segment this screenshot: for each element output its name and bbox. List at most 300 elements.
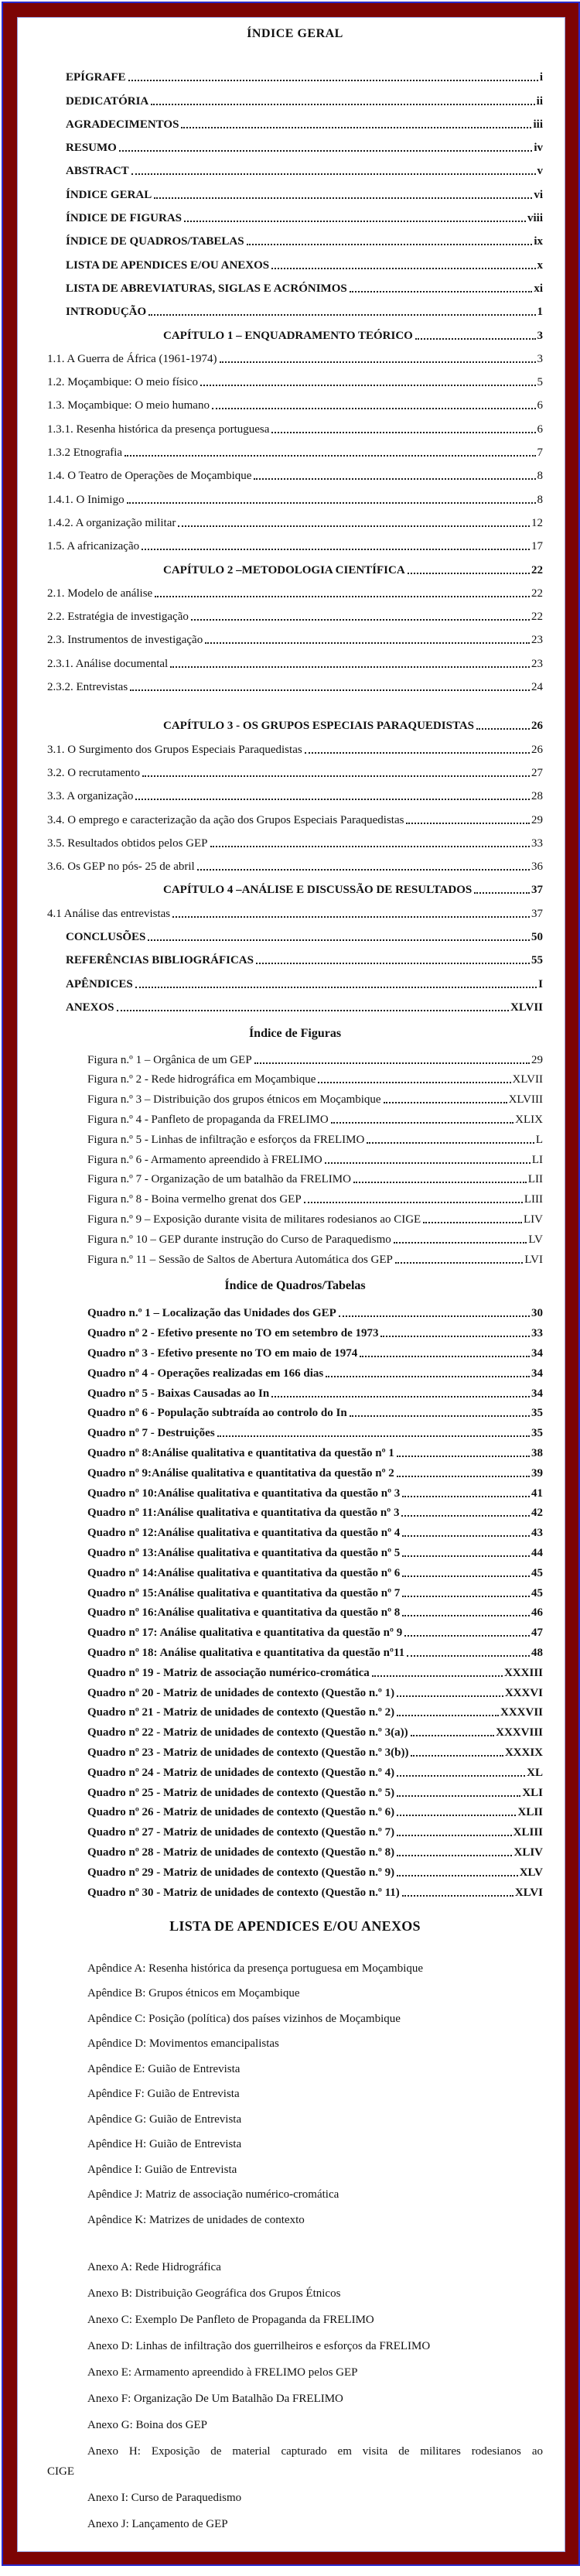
page-number: 26 bbox=[531, 720, 543, 733]
figure-entry-label: Figura n.º 3 – Distribuição dos grupos étnicos em Moçambique bbox=[87, 1093, 381, 1107]
page-number: 33 bbox=[531, 836, 543, 850]
table-entry bbox=[47, 1819, 543, 1839]
dot-leader bbox=[415, 338, 536, 340]
page-number: XLI bbox=[522, 1786, 543, 1799]
dot-leader bbox=[397, 1875, 518, 1876]
toc-entry-label: CAPÍTULO 2 –METODOLOGIA CIENTÍFICA bbox=[163, 563, 405, 576]
table-entry-label: Quadro nº 19 - Matriz de associação numérico-cromática bbox=[87, 1666, 370, 1679]
annex-item: Anexo D: Linhas de infiltração dos guerrilheiros e esforços da FRELIMO bbox=[87, 2340, 431, 2353]
toc-entry bbox=[47, 389, 543, 412]
toc-entry-label: INTRODUÇÃO bbox=[66, 306, 147, 319]
figure-entry bbox=[47, 1067, 543, 1087]
page-number: 43 bbox=[531, 1527, 543, 1540]
figure-entry bbox=[47, 1107, 543, 1127]
toc-entry-label: 1.3. Moçambique: O meio humano bbox=[47, 399, 210, 412]
page-number: 23 bbox=[531, 634, 543, 647]
toc-entry-label: 3.1. O Surgimento dos Grupos Especiais Paraquedistas bbox=[47, 743, 302, 756]
table-entry bbox=[47, 1560, 543, 1580]
table-entry-label: Quadro nº 29 - Matriz de unidades de contexto (Questão n.º 9) bbox=[87, 1866, 395, 1879]
toc-entry bbox=[47, 412, 543, 436]
dot-leader bbox=[318, 1082, 510, 1083]
page-number: 50 bbox=[531, 930, 543, 943]
dot-leader bbox=[423, 1222, 522, 1223]
toc-entry-label: 1.4.1. O Inimigo bbox=[47, 493, 125, 506]
figure-entry bbox=[47, 1186, 543, 1206]
page-number: i bbox=[539, 71, 543, 84]
page-number: 22 bbox=[531, 611, 543, 624]
table-entry bbox=[47, 1859, 543, 1880]
dot-leader bbox=[128, 80, 538, 81]
dot-leader bbox=[210, 846, 530, 847]
dot-leader bbox=[474, 892, 530, 894]
toc-entry bbox=[47, 202, 543, 225]
table-entry bbox=[47, 1680, 543, 1700]
annex-item: Anexo J: Lançamento de GEP bbox=[87, 2518, 228, 2531]
dot-leader bbox=[407, 1655, 530, 1657]
figure-entry bbox=[47, 1206, 543, 1226]
dot-leader bbox=[404, 1635, 530, 1637]
toc-entry-label: LISTA DE APENDICES E/OU ANEXOS bbox=[66, 258, 270, 272]
figure-entry bbox=[47, 1086, 543, 1107]
dot-leader bbox=[117, 1010, 510, 1011]
dot-leader bbox=[395, 1262, 523, 1264]
document-page bbox=[17, 17, 565, 2552]
dot-leader bbox=[402, 1615, 530, 1616]
table-entry-label: Quadro nº 16:Análise qualitativa e quantitativa da questão nº 8 bbox=[87, 1606, 401, 1620]
page-number: 55 bbox=[531, 954, 543, 967]
page-number: I bbox=[538, 977, 543, 990]
table-entry bbox=[47, 1380, 543, 1401]
dot-leader bbox=[402, 1575, 530, 1577]
table-entry bbox=[47, 1580, 543, 1600]
table-entry-label: Quadro nº 11:Análise qualitativa e quantitativa da questão nº 3 bbox=[87, 1507, 400, 1520]
table-entry-label: Quadro nº 4 - Operações realizadas em 166 dias bbox=[87, 1367, 324, 1380]
page-number: ii bbox=[536, 94, 543, 108]
figure-entry-label: Figura n.º 2 - Rede hidrográfica em Moçambique bbox=[87, 1073, 316, 1086]
tables-index bbox=[47, 1301, 543, 1900]
appendix-item: Apêndice D: Movimentos emancipalistas bbox=[87, 2037, 279, 2051]
page-number: 28 bbox=[531, 790, 543, 803]
table-entry-label: Quadro nº 2 - Efetivo presente no TO em setembro de 1973 bbox=[87, 1327, 379, 1340]
table-entry-label: Quadro nº 13:Análise qualitativa e quantitativa da questão nº 5 bbox=[87, 1547, 401, 1559]
toc-entry-label: 1.2. Moçambique: O meio físico bbox=[47, 376, 198, 389]
dot-leader bbox=[172, 916, 530, 918]
toc-entry-label: 1.3.1. Resenha histórica da presença portuguesa bbox=[47, 422, 270, 436]
dot-leader bbox=[408, 573, 530, 574]
dot-leader bbox=[254, 478, 535, 480]
page-number: XLII bbox=[517, 1806, 543, 1819]
toc-entry bbox=[47, 553, 543, 576]
table-entry bbox=[47, 1839, 543, 1859]
table-entry bbox=[47, 1520, 543, 1540]
annex-item: Anexo C: Exemplo De Panfleto de Propaganda da FRELIMO bbox=[87, 2314, 374, 2327]
table-entry-label: Quadro nº 14:Análise qualitativa e quantitativa da questão nº 6 bbox=[87, 1566, 401, 1579]
annex-item: Anexo A: Rede Hidrográfica bbox=[87, 2261, 221, 2274]
page-number: 7 bbox=[537, 446, 543, 460]
page-number: XLIX bbox=[515, 1114, 543, 1127]
dot-leader bbox=[380, 1336, 530, 1337]
toc-entry-label: 3.6. Os GEP no pós- 25 de abril bbox=[47, 860, 195, 874]
dot-leader bbox=[184, 221, 526, 222]
table-entry-label: Quadro nº 8:Análise qualitativa e quantitativa da questão nº 1 bbox=[87, 1447, 394, 1460]
page-number: 34 bbox=[531, 1387, 543, 1400]
page-number: 37 bbox=[531, 907, 543, 920]
page-number: viii bbox=[527, 212, 543, 225]
toc-entry-label: CONCLUSÕES bbox=[66, 930, 146, 943]
table-entry-label: Quadro nº 21 - Matriz de unidades de contexto (Questão n.º 2) bbox=[87, 1706, 395, 1719]
dot-leader bbox=[402, 1535, 530, 1537]
figure-entry-label: Figura n.º 6 - Armamento apreendido à FRELIMO bbox=[87, 1153, 322, 1166]
table-entry bbox=[47, 1600, 543, 1620]
page-number: xi bbox=[534, 282, 543, 295]
toc-entry bbox=[47, 850, 543, 874]
toc-entry-label: APÊNDICES bbox=[66, 977, 133, 990]
page-number: 39 bbox=[531, 1466, 543, 1480]
toc-entry-label: 2.3. Instrumentos de investigação bbox=[47, 634, 203, 647]
page-number: XXXIX bbox=[504, 1746, 543, 1759]
toc-entry-label: RESUMO bbox=[66, 142, 117, 155]
toc-entry bbox=[47, 624, 543, 647]
appendix-item: Apêndice H: Guião de Entrevista bbox=[87, 2138, 242, 2151]
toc-entry bbox=[47, 436, 543, 460]
page-number: 6 bbox=[537, 422, 543, 436]
page-number: L bbox=[535, 1133, 543, 1146]
page-number: vi bbox=[534, 188, 543, 201]
toc-entry-label: 3.2. O recrutamento bbox=[47, 766, 140, 779]
figure-entry bbox=[47, 1247, 543, 1267]
page-number: 3 bbox=[537, 329, 543, 342]
dot-leader bbox=[217, 1435, 530, 1437]
table-entry bbox=[47, 1480, 543, 1500]
dot-leader bbox=[401, 1515, 530, 1517]
page-number: 17 bbox=[531, 540, 543, 553]
page-number: 44 bbox=[531, 1547, 543, 1559]
appendix-item: Apêndice G: Guião de Entrevista bbox=[87, 2112, 242, 2126]
toc-entry bbox=[47, 84, 543, 108]
toc-entry-label: ÍNDICE GERAL bbox=[66, 188, 152, 201]
dot-leader bbox=[394, 1242, 527, 1244]
toc-entry-label: CAPÍTULO 4 –ANÁLISE E DISCUSSÃO DE RESULTADOS bbox=[163, 884, 473, 897]
dot-leader bbox=[360, 1356, 530, 1357]
appendix-item: Apêndice K: Matrizes de unidades de contexto bbox=[87, 2213, 305, 2226]
page-number: LV bbox=[528, 1233, 543, 1246]
figure-entry-label: Figura n.º 1 – Orgânica de um GEP bbox=[87, 1053, 252, 1066]
figures-index-heading: Índice de Figuras bbox=[248, 1026, 342, 1040]
page-number: 35 bbox=[531, 1407, 543, 1420]
page-number: XL bbox=[527, 1766, 543, 1779]
toc-entry-label: 2.2. Estratégia de investigação bbox=[47, 611, 189, 624]
dot-leader bbox=[154, 197, 532, 199]
dot-leader bbox=[402, 1596, 530, 1597]
dot-leader bbox=[476, 728, 530, 730]
toc-entry bbox=[47, 319, 543, 342]
page-number: LVI bbox=[524, 1253, 543, 1266]
page-number: 23 bbox=[531, 657, 543, 670]
page-number: 6 bbox=[537, 399, 543, 412]
table-entry-label: Quadro nº 23 - Matriz de unidades de contexto (Questão n.º 3(b)) bbox=[87, 1746, 409, 1759]
page-number: 36 bbox=[531, 860, 543, 874]
page-title: ÍNDICE GERAL bbox=[247, 27, 343, 40]
table-entry-label: Quadro nº 15:Análise qualitativa e quantitativa da questão nº 7 bbox=[87, 1586, 401, 1599]
page-number: 26 bbox=[531, 743, 543, 756]
toc-entry-label: 3.3. A organização bbox=[47, 790, 134, 803]
dot-leader bbox=[247, 244, 533, 245]
toc-entry bbox=[47, 108, 543, 132]
dot-leader bbox=[397, 1715, 499, 1716]
table-entry-label: Quadro nº 5 - Baixas Causadas ao In bbox=[87, 1387, 270, 1400]
appendices-list bbox=[47, 1956, 543, 2233]
toc-entry-label: CAPÍTULO 3 - OS GRUPOS ESPECIAIS PARAQUEDISTAS bbox=[163, 720, 475, 733]
dot-leader bbox=[325, 1162, 531, 1164]
dot-leader bbox=[350, 1415, 530, 1417]
toc-entry bbox=[47, 483, 543, 506]
dot-leader bbox=[125, 455, 535, 457]
toc-entry bbox=[47, 874, 543, 897]
dot-leader bbox=[411, 1735, 495, 1736]
figures-index bbox=[47, 1047, 543, 1267]
table-entry bbox=[47, 1360, 543, 1380]
appendix-item: Apêndice C: Posição (política) dos países vizinhos de Moçambique bbox=[87, 2012, 401, 2025]
page-number: LIV bbox=[524, 1213, 543, 1226]
table-entry bbox=[47, 1640, 543, 1660]
appendix-item: Apêndice J: Matriz de associação numérico-cromática bbox=[87, 2188, 339, 2201]
toc-entry-label: ABSTRACT bbox=[66, 165, 129, 178]
table-entry bbox=[47, 1460, 543, 1480]
table-entry-label: Quadro nº 6 - População subtraída ao controlo do In bbox=[87, 1407, 347, 1420]
table-entry bbox=[47, 1320, 543, 1340]
table-entry-label: Quadro nº 30 - Matriz de unidades de contexto (Questão n.º 11) bbox=[87, 1886, 400, 1899]
page-number: 29 bbox=[531, 813, 543, 826]
table-entry bbox=[47, 1540, 543, 1560]
page-number: XXXVIII bbox=[496, 1726, 543, 1740]
toc-entry-label: 1.4.2. A organização militar bbox=[47, 516, 176, 529]
dot-leader bbox=[397, 1835, 512, 1836]
annex-item: Anexo B: Distribuição Geográfica dos Grupos Étnicos bbox=[87, 2287, 341, 2301]
toc-entry bbox=[47, 366, 543, 389]
dot-leader bbox=[212, 408, 536, 409]
figure-entry-label: Figura n.º 5 - Linhas de infiltração e esforços da FRELIMO bbox=[87, 1133, 365, 1146]
toc-entry bbox=[47, 710, 543, 733]
page-number: XXXIII bbox=[503, 1666, 543, 1679]
table-entry bbox=[47, 1620, 543, 1640]
dot-leader bbox=[397, 1695, 503, 1697]
page-number: XLV bbox=[519, 1866, 543, 1879]
table-entry bbox=[47, 1740, 543, 1760]
dot-leader bbox=[397, 1476, 530, 1477]
toc-entry bbox=[47, 944, 543, 967]
toc-entry bbox=[47, 757, 543, 780]
dot-leader bbox=[205, 642, 530, 644]
appendix-item: Apêndice E: Guião de Entrevista bbox=[87, 2062, 241, 2075]
figure-entry bbox=[47, 1167, 543, 1187]
table-entry bbox=[47, 1700, 543, 1720]
table-entry-label: Quadro nº 18: Análise qualitativa e quantitativa da questão nº11 bbox=[87, 1646, 405, 1659]
toc-entry-label: 2.3.1. Análise documental bbox=[47, 657, 169, 670]
page-number: 34 bbox=[531, 1347, 543, 1360]
dot-leader bbox=[397, 1815, 516, 1816]
page-number: 22 bbox=[531, 563, 543, 576]
dot-leader bbox=[127, 502, 536, 504]
annex-item: Anexo G: Boina dos GEP bbox=[87, 2419, 207, 2432]
dot-leader bbox=[372, 1675, 503, 1677]
figure-entry-label: Figura n.º 10 – GEP durante instrução do Curso de Paraquedismo bbox=[87, 1233, 391, 1246]
page-number: LIII bbox=[524, 1193, 543, 1206]
page-number: ix bbox=[534, 235, 543, 248]
page-number: x bbox=[537, 258, 543, 272]
page-number: 34 bbox=[531, 1367, 543, 1380]
page-number: 29 bbox=[531, 1053, 543, 1066]
toc-entry-label: ANEXOS bbox=[66, 1001, 114, 1014]
dot-leader bbox=[119, 150, 532, 152]
page-number: XXXVII bbox=[500, 1706, 543, 1719]
annex-item: Anexo E: Armamento apreendido à FRELIMO pelos GEP bbox=[87, 2366, 358, 2379]
page-number: 1 bbox=[537, 306, 543, 319]
maroon-frame bbox=[2, 2, 580, 2566]
annex-item: Anexo H: Exposição de material capturado em visita de militares rodesianos ao CIGE bbox=[47, 2445, 543, 2479]
dot-leader bbox=[135, 987, 537, 988]
toc-entry-label: 1.1. A Guerra de África (1961-1974) bbox=[47, 352, 217, 365]
dot-leader bbox=[256, 963, 530, 964]
toc-entry bbox=[47, 671, 543, 694]
toc-entry bbox=[47, 577, 543, 600]
dot-leader bbox=[397, 1855, 512, 1856]
dot-leader bbox=[200, 385, 536, 386]
toc-entry bbox=[47, 225, 543, 248]
toc-entry-label: 4.1 Análise das entrevistas bbox=[47, 907, 171, 920]
toc-entry bbox=[47, 507, 543, 530]
toc-entry-label: 1.5. A africanização bbox=[47, 540, 140, 553]
toc-entry-label: DEDICATÓRIA bbox=[66, 94, 149, 108]
dot-leader bbox=[402, 1496, 530, 1497]
dot-leader bbox=[142, 549, 530, 550]
page-number: 35 bbox=[531, 1427, 543, 1440]
annexes-list bbox=[47, 2257, 543, 2534]
tables-index-heading: Índice de Quadros/Tabelas bbox=[224, 1278, 366, 1292]
appendix-item: Apêndice F: Guião de Entrevista bbox=[87, 2088, 240, 2101]
table-entry-label: Quadro nº 9:Análise qualitativa e quantitativa da questão nº 2 bbox=[87, 1466, 394, 1480]
toc-entry-label: ÍNDICE DE FIGURAS bbox=[66, 212, 183, 225]
toc-entry-label: REFERÊNCIAS BIBLIOGRÁFICAS bbox=[66, 954, 254, 967]
page-number: LI bbox=[531, 1153, 543, 1166]
page-number: 38 bbox=[531, 1447, 543, 1460]
toc-entry-label: CAPÍTULO 1 – ENQUADRAMENTO TEÓRICO bbox=[163, 329, 413, 342]
toc-entry-label: 2.1. Modelo de análise bbox=[47, 587, 153, 600]
dot-leader bbox=[402, 1895, 513, 1897]
page-number: 8 bbox=[537, 493, 543, 506]
table-entry-label: Quadro nº 25 - Matriz de unidades de contexto (Questão n.º 5) bbox=[87, 1786, 395, 1799]
figure-entry bbox=[47, 1226, 543, 1247]
page-number: XLIV bbox=[513, 1846, 543, 1859]
toc-entry-label: 3.5. Resultados obtidos pelos GEP bbox=[47, 836, 208, 850]
dot-leader bbox=[353, 1182, 527, 1183]
table-entry bbox=[47, 1500, 543, 1521]
toc-entry bbox=[47, 647, 543, 670]
page-number: 8 bbox=[537, 470, 543, 483]
page-number: 5 bbox=[537, 376, 543, 389]
table-entry-label: Quadro nº 27 - Matriz de unidades de contexto (Questão n.º 7) bbox=[87, 1826, 395, 1839]
toc-entry bbox=[47, 178, 543, 201]
appendix-item: Apêndice I: Guião de Entrevista bbox=[87, 2163, 237, 2176]
toc-entry-label: ÍNDICE DE QUADROS/TABELAS bbox=[66, 235, 244, 248]
table-entry bbox=[47, 1340, 543, 1360]
toc-entry bbox=[47, 991, 543, 1014]
page-number: iii bbox=[533, 118, 543, 131]
figure-entry bbox=[47, 1127, 543, 1147]
dot-leader bbox=[411, 1755, 503, 1757]
toc-entry bbox=[47, 296, 543, 319]
toc-entry bbox=[47, 827, 543, 850]
toc-entry bbox=[47, 780, 543, 803]
page-number: iv bbox=[534, 142, 543, 155]
dot-leader bbox=[305, 752, 530, 754]
toc-entry bbox=[47, 733, 543, 756]
toc-entry bbox=[47, 155, 543, 178]
page-number: LII bbox=[527, 1173, 543, 1186]
table-entry-label: Quadro nº 20 - Matriz de unidades de contexto (Questão n.º 1) bbox=[87, 1686, 395, 1699]
table-entry bbox=[47, 1760, 543, 1780]
dot-leader bbox=[148, 939, 530, 941]
toc-entry bbox=[47, 897, 543, 920]
page-number: 22 bbox=[531, 587, 543, 600]
dot-leader bbox=[220, 361, 536, 363]
dot-leader bbox=[151, 104, 534, 105]
general-index bbox=[47, 61, 543, 1014]
appendices-list-heading: LISTA DE APENDICES E/OU ANEXOS bbox=[169, 1917, 421, 1934]
page-number: 3 bbox=[537, 352, 543, 365]
page-number: XLVIII bbox=[508, 1093, 543, 1107]
dot-leader bbox=[326, 1376, 530, 1377]
toc-entry bbox=[47, 600, 543, 624]
dot-leader bbox=[254, 1062, 530, 1064]
dot-leader bbox=[367, 1142, 534, 1144]
figure-entry-label: Figura n.º 7 - Organização de um batalhão da FRELIMO bbox=[87, 1173, 351, 1186]
page-number: 24 bbox=[531, 681, 543, 694]
table-entry-label: Quadro n.º 1 – Localização das Unidades dos GEP bbox=[87, 1307, 336, 1320]
figure-entry bbox=[47, 1147, 543, 1167]
dot-leader bbox=[331, 1122, 514, 1124]
page-number: 46 bbox=[531, 1606, 543, 1620]
toc-entry-label: 2.3.2. Entrevistas bbox=[47, 681, 128, 694]
page-number: 45 bbox=[531, 1566, 543, 1579]
page-number: 12 bbox=[531, 516, 543, 529]
page-number: XLIII bbox=[513, 1826, 543, 1839]
annex-item: Anexo I: Curso de Paraquedismo bbox=[87, 2492, 242, 2505]
table-entry bbox=[47, 1880, 543, 1900]
table-entry bbox=[47, 1660, 543, 1680]
dot-leader bbox=[181, 127, 531, 128]
toc-entry bbox=[47, 921, 543, 944]
figure-entry-label: Figura n.º 8 - Boina vermelho grenat dos GEP bbox=[87, 1193, 302, 1206]
dot-leader bbox=[178, 525, 530, 527]
page-number: 37 bbox=[531, 884, 543, 897]
toc-entry bbox=[47, 61, 543, 84]
page-number: 42 bbox=[531, 1507, 543, 1520]
dot-leader bbox=[271, 1396, 530, 1397]
dot-leader bbox=[406, 823, 530, 824]
dot-leader bbox=[384, 1102, 507, 1103]
toc-entry bbox=[47, 132, 543, 155]
toc-entry-label: LISTA DE ABREVIATURAS, SIGLAS E ACRÓNIMOS bbox=[66, 282, 347, 295]
toc-entry bbox=[47, 248, 543, 272]
figure-entry bbox=[47, 1047, 543, 1067]
figure-entry-label: Figura n.º 4 - Panfleto de propaganda da FRELIMO bbox=[87, 1114, 329, 1127]
table-entry bbox=[47, 1719, 543, 1740]
toc-entry bbox=[47, 272, 543, 296]
table-entry-label: Quadro nº 24 - Matriz de unidades de contexto (Questão n.º 4) bbox=[87, 1766, 395, 1779]
table-entry-label: Quadro nº 28 - Matriz de unidades de contexto (Questão n.º 8) bbox=[87, 1846, 395, 1859]
appendix-item: Apêndice A: Resenha histórica da presença portuguesa em Moçambique bbox=[87, 1962, 424, 1975]
page-number: 47 bbox=[531, 1627, 543, 1640]
